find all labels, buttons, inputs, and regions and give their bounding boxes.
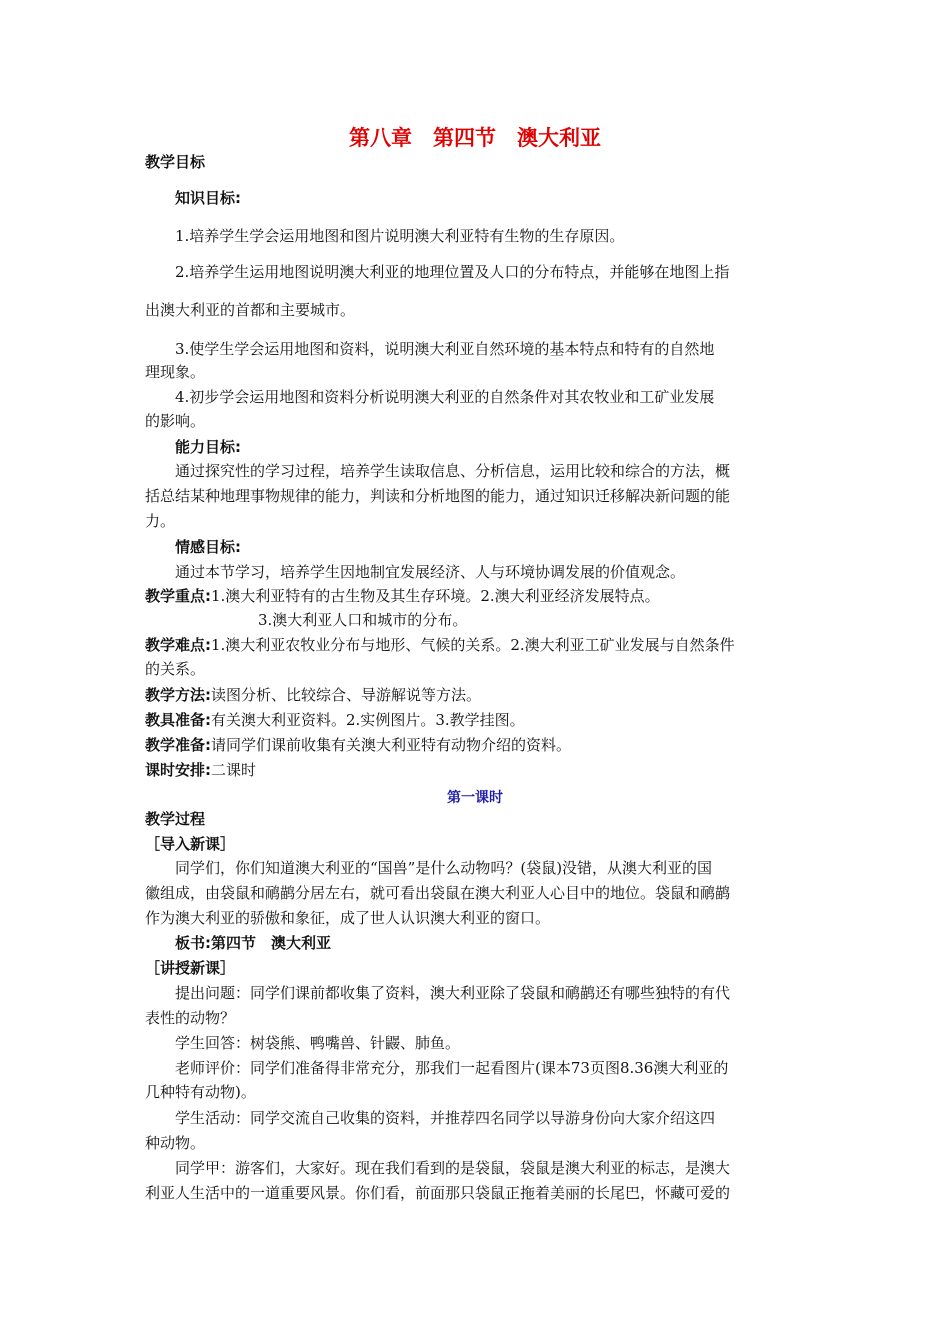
intro-heading: ［导入新课］	[145, 835, 236, 853]
schedule-text: 二课时	[211, 761, 257, 779]
emotion-line-1: 通过本节学习，培养学生因地制宜发展经济、人与环境协调发展的价值观念。	[175, 563, 686, 581]
knowledge-item-2b: 出澳大利亚的首都和主要城市。	[145, 301, 356, 319]
page-title: 第八章 第四节 澳大利亚	[349, 126, 601, 150]
objectives-heading: 教学目标	[145, 153, 206, 171]
method-label: 教学方法:	[145, 686, 211, 704]
prep-label: 教学准备:	[145, 736, 211, 754]
ability-heading: 能力目标:	[175, 438, 241, 456]
difficult-line-2: 的关系。	[145, 660, 206, 678]
student-a-line-1: 同学甲：游客们，大家好。现在我们看到的是袋鼠，袋鼠是澳大利亚的标志，是澳大	[175, 1159, 731, 1177]
answer-line: 学生回答：树袋熊、鸭嘴兽、针鼹、肺鱼。	[175, 1034, 461, 1052]
key-points-line-1	[145, 586, 660, 606]
question-line-1: 提出问题：同学们课前都收集了资料，澳大利亚除了袋鼠和鸸鹋还有哪些独特的有代	[175, 984, 731, 1002]
prep-line	[145, 735, 571, 755]
activity-line-2: 种动物。	[145, 1134, 206, 1152]
evaluation-line-2: 几种特有动物)。	[145, 1083, 256, 1101]
tools-text: 有关澳大利亚资料。2.实例图片。3.教学挂图。	[211, 711, 525, 729]
prep-text: 请同学们课前收集有关澳大利亚特有动物介绍的资料。	[211, 736, 572, 754]
key-points-text-1: 1.澳大利亚特有的古生物及其生存环境。2.澳大利亚经济发展特点。	[211, 587, 660, 605]
knowledge-item-3a: 3.使学生学会运用地图和资料，说明澳大利亚自然环境的基本特点和特有的自然地	[175, 340, 715, 358]
difficult-label: 教学难点:	[145, 636, 211, 654]
tools-line	[145, 710, 525, 730]
evaluation-line-1: 老师评价：同学们准备得非常充分，那我们一起看图片(课本73页图8.36澳大利亚的	[175, 1059, 729, 1077]
intro-line-1: 同学们，你们知道澳大利亚的“国兽”是什么动物吗？(袋鼠)没错，从澳大利亚的国	[175, 859, 713, 877]
schedule-label: 课时安排:	[145, 761, 211, 779]
student-a-line-2: 利亚人生活中的一道重要风景。你们看，前面那只袋鼠正拖着美丽的长尾巴，怀藏可爱的	[145, 1184, 731, 1202]
difficult-text-1: 1.澳大利亚农牧业分布与地形、气候的关系。2.澳大利亚工矿业发展与自然条件	[211, 636, 735, 654]
lesson-one-heading: 第一课时	[447, 790, 503, 806]
intro-line-2: 徽组成，由袋鼠和鸸鹋分居左右，就可看出袋鼠在澳大利亚人心目中的地位。袋鼠和鸸鹋	[145, 884, 731, 902]
knowledge-item-2a: 2.培养学生运用地图说明澳大利亚的地理位置及人口的分布特点，并能够在地图上指	[175, 263, 730, 281]
ability-line-1: 通过探究性的学习过程，培养学生读取信息、分析信息，运用比较和综合的方法，概	[175, 462, 731, 480]
knowledge-item-3b: 理现象。	[145, 363, 206, 381]
question-line-2: 表性的动物？	[145, 1009, 236, 1027]
process-heading: 教学过程	[145, 810, 206, 828]
method-text: 读图分析、比较综合、导游解说等方法。	[211, 686, 482, 704]
emotion-heading: 情感目标:	[175, 538, 241, 556]
key-points-label: 教学重点:	[145, 587, 211, 605]
method-line	[145, 685, 481, 705]
knowledge-item-4b: 的影响。	[145, 412, 206, 430]
key-points-line-2: 3.澳大利亚人口和城市的分布。	[258, 611, 468, 629]
board-note: 板书:第四节 澳大利亚	[175, 934, 331, 952]
knowledge-item-4a: 4.初步学会运用地图和资料分析说明澳大利亚的自然条件对其农牧业和工矿业发展	[175, 388, 715, 406]
knowledge-heading: 知识目标:	[175, 189, 241, 207]
ability-line-3: 力。	[145, 512, 176, 530]
activity-line-1: 学生活动：同学交流自己收集的资料，并推荐四名同学以导游身份向大家介绍这四	[175, 1109, 716, 1127]
intro-line-3: 作为澳大利亚的骄傲和象征，成了世人认识澳大利亚的窗口。	[145, 909, 551, 927]
schedule-line	[145, 760, 256, 780]
new-lesson-heading: ［讲授新课］	[145, 959, 236, 977]
tools-label: 教具准备:	[145, 711, 211, 729]
ability-line-2: 括总结某种地理事物规律的能力，判读和分析地图的能力，通过知识迁移解决新问题的能	[145, 487, 731, 505]
knowledge-item-1: 1.培养学生学会运用地图和图片说明澳大利亚特有生物的生存原因。	[175, 227, 625, 245]
difficult-line-1	[145, 635, 735, 655]
